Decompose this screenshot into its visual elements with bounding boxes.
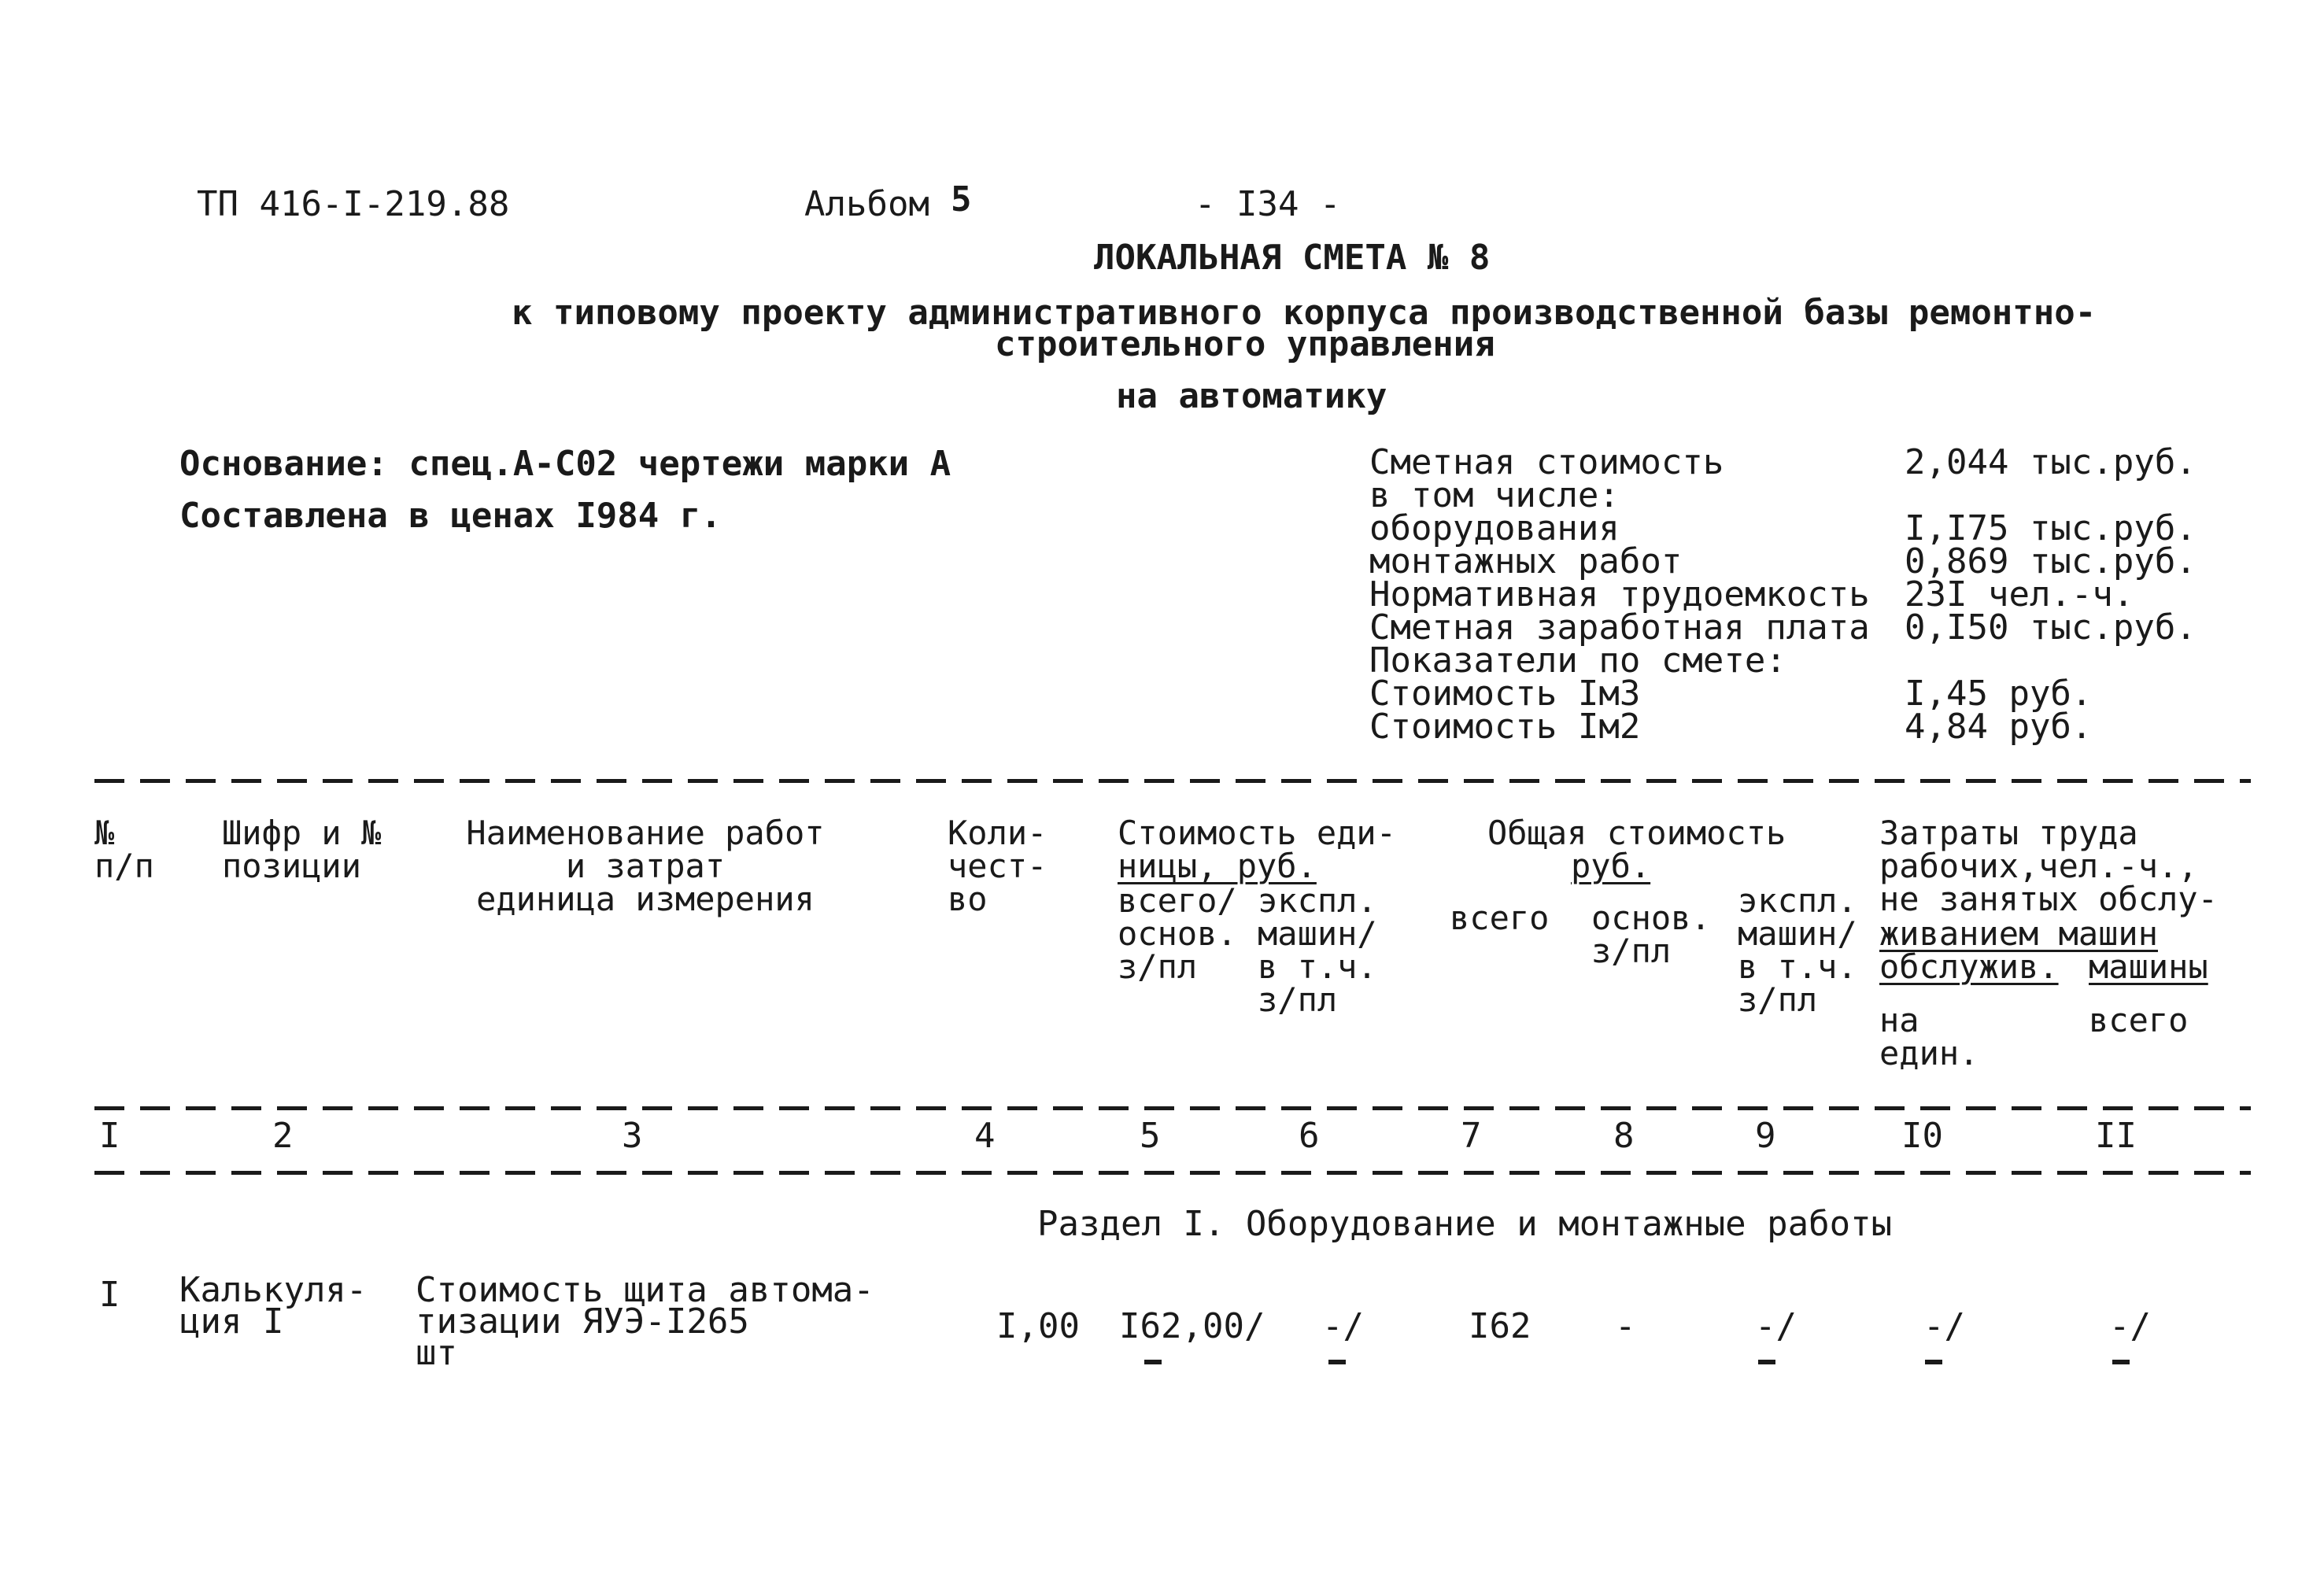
row-unit-machines: -/	[1322, 1306, 1364, 1346]
col-header-code: Шифр и № позиции	[222, 814, 382, 885]
summary-value: 2,044 тыс.руб.	[1905, 442, 2197, 482]
col-header-labor-service: обслужив.	[1879, 947, 2059, 986]
estimate-title: ЛОКАЛЬНАЯ СМЕТА № 8	[1094, 238, 1491, 278]
dash-mark	[1144, 1360, 1162, 1364]
summary-value: 0,I50 тыс.руб.	[1905, 607, 2197, 648]
summary-value: 23I чел.-ч.	[1905, 574, 2134, 615]
col-header-labor-machine: машины	[2089, 947, 2208, 986]
summary-label: оборудования	[1369, 508, 1620, 548]
estimate-subtitle-line1: к типовому проекту административного корпуса производственной базы ремонтно-	[512, 293, 2097, 333]
album-number: 5	[951, 179, 972, 220]
col-header-number: № п/п	[94, 814, 154, 885]
summary-value: 0,869 тыс.руб.	[1905, 541, 2197, 581]
row-labor-total: -/	[2109, 1306, 2151, 1346]
summary-label: Стоимость Iм2	[1369, 707, 1641, 747]
row-name: Стоимость щита автома- тизации ЯУЭ-I265 шт	[416, 1270, 874, 1373]
col-header-unit-total: всего/ основ. з/пл	[1118, 881, 1237, 986]
col-header-labor: Затраты труда рабочих,чел.-ч., не занятых обслу-	[1879, 814, 2218, 918]
summary-value: I,I75 тыс.руб.	[1905, 508, 2197, 548]
row-total: I62	[1469, 1306, 1531, 1346]
table-top-rule	[94, 779, 2251, 783]
summary-label: Сметная стоимость	[1369, 442, 1724, 482]
column-number: 7	[1461, 1116, 1482, 1156]
summary-label: Сметная заработная плата	[1369, 607, 1870, 648]
summary-label: Показатели по смете:	[1369, 640, 1786, 681]
col-header-unit-machines: экспл. машин/ в т.ч. з/пл	[1258, 881, 1377, 1019]
column-number: 6	[1299, 1116, 1320, 1156]
col-header-quantity: Коли- чест- во	[948, 814, 1047, 918]
basis-line: Основание: спец.А-С02 чертежи марки А	[179, 444, 951, 484]
row-total-wages: -	[1615, 1306, 1636, 1346]
summary-value: I,45 руб.	[1905, 674, 2093, 714]
col-header-total-cost: Общая стоимость	[1487, 814, 1786, 852]
row-quantity: I,00	[996, 1306, 1080, 1346]
col-header-unit-cost-rub: ницы, руб.	[1118, 847, 1317, 885]
estimate-subtitle-line2: строительного управления	[995, 324, 1495, 364]
column-number: 5	[1140, 1116, 1161, 1156]
summary-value: 4,84 руб.	[1905, 707, 2093, 747]
row-total-machines: -/	[1755, 1306, 1797, 1346]
column-number: 2	[272, 1116, 294, 1156]
column-number: 8	[1613, 1116, 1635, 1156]
row-labor-unit: -/	[1923, 1306, 1965, 1346]
page-number: - I34 -	[1195, 184, 1341, 224]
summary-label: монтажных работ	[1369, 541, 1683, 581]
section-title: Раздел I. Оборудование и монтажные работы	[1037, 1204, 1893, 1244]
column-numbers-row	[0, 1116, 2324, 1158]
col-header-labor-unit: на един.	[1879, 1001, 1979, 1072]
album-label: Альбом	[804, 184, 929, 224]
document-code: ТП 416-I-219.88	[197, 184, 510, 224]
row-unit-total: I62,00/	[1119, 1306, 1265, 1346]
column-number: 9	[1755, 1116, 1776, 1156]
column-number: II	[2095, 1116, 2137, 1156]
dash-mark	[2112, 1360, 2130, 1364]
dash-mark	[1328, 1360, 1346, 1364]
column-number: I0	[1901, 1116, 1943, 1156]
prices-year-line: Составлена в ценах I984 г.	[179, 496, 722, 536]
column-numbers-bottom-rule	[94, 1171, 2251, 1175]
summary-label: Стоимость Iм3	[1369, 674, 1641, 714]
column-number: I	[99, 1116, 120, 1156]
col-header-labor-machines: живанием машин	[1879, 914, 2159, 953]
col-header-unit-cost: Стоимость еди-	[1118, 814, 1397, 852]
col-header-total-cost-rub: руб.	[1571, 847, 1651, 885]
col-header-labor-total: всего	[2089, 1001, 2189, 1039]
summary-label: Нормативная трудоемкость	[1369, 574, 1870, 615]
col-header-total-machines: экспл. машин/ в т.ч. з/пл	[1738, 881, 1857, 1019]
column-numbers-top-rule	[94, 1106, 2251, 1110]
summary-label: в том числе:	[1369, 475, 1620, 515]
column-number: 4	[974, 1116, 996, 1156]
dash-mark	[1758, 1360, 1775, 1364]
row-number: I	[99, 1275, 120, 1315]
column-number: 3	[622, 1116, 643, 1156]
col-header-total-wages: основ. з/пл	[1591, 899, 1711, 970]
col-header-total: всего	[1450, 899, 1550, 937]
row-code: Калькуля- ция I	[179, 1270, 368, 1342]
dash-mark	[1925, 1360, 1942, 1364]
estimate-subtitle-line3: на автоматику	[1116, 376, 1387, 416]
col-header-name: Наименование работ и затрат единица измерения	[466, 814, 825, 918]
